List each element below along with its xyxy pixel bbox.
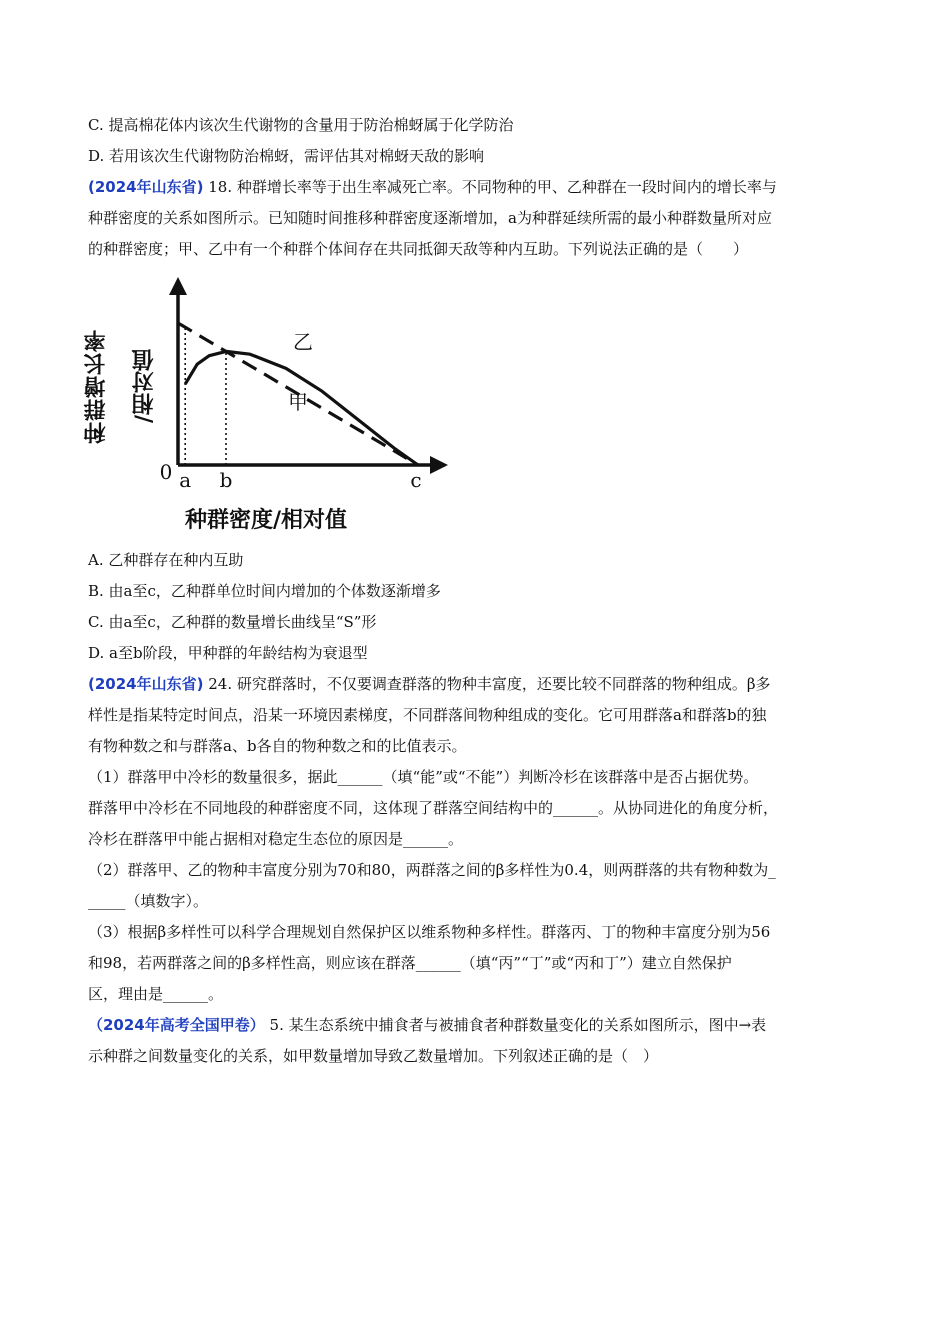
question-24-part-2-line-1: （2）群落甲、乙的物种丰富度分别为70和80，两群落之间的β多样性为0.4，则两群落的共有物种数为_ (88, 861, 776, 879)
x-tick-label-b: b (219, 468, 233, 492)
y-axis-label-1: 种群增长率 (83, 329, 109, 444)
y-axis-arrow (169, 277, 187, 295)
question-5-line-1 (88, 1010, 868, 1041)
question-18-line-1 (88, 172, 868, 203)
question-24-part-3-line-3: 区，理由是______。 (88, 985, 224, 1003)
question-18-option-d: D. a至b阶段，甲种群的年龄结构为衰退型 (88, 644, 368, 662)
origin-label: 0 (159, 460, 173, 484)
question-24-part-1-line-3: 冷杉在群落甲中能占据相对稳定生态位的原因是______。 (88, 830, 464, 848)
series-label-yi: 乙 (293, 330, 313, 354)
question-18-option-b: B. 由a至c，乙种群单位时间内增加的个体数逐渐增多 (88, 582, 441, 600)
question-24-part-1-line-1: （1）群落甲中冷杉的数量很多，据此______（填“能”或“不能”）判断冷杉在该群落中是否占据优势。 (88, 768, 759, 786)
question-24-source-tag: (2024年山东省) (88, 675, 204, 693)
question-24-part-1-line-2: 群落甲中冷杉在不同地段的种群密度不同，这体现了群落空间结构中的______。从协同进化的角度分析， (88, 799, 779, 817)
y-axis-label-2: /相对值 (131, 349, 157, 424)
question-18-text-3: 的种群密度；甲、乙中有一个种群个体间存在共同抵御天敌等种内互助。下列说法正确的是（ ） (88, 240, 749, 258)
question-24-part-3-line-2: 和98，若两群落之间的β多样性高，则应该在群落______（填“丙”“丁”或“丙和丁”）建立自然保护 (88, 954, 732, 972)
question-5-text-1: 5. 某生态系统中捕食者与被捕食者种群数量变化的关系如图所示，图中→表 (269, 1016, 767, 1034)
question-24-text-1: 24. 研究群落时，不仅要调查群落的物种丰富度，还要比较不同群落的物种组成。β多 (208, 675, 771, 693)
x-tick-label-a: a (179, 468, 192, 492)
question-18-option-a: A. 乙种群存在种内互助 (88, 551, 244, 569)
x-axis-arrow (430, 456, 448, 474)
series-label-jia: 甲 (288, 390, 308, 414)
question-24-text-2: 样性是指某特定时间点，沿某一环境因素梯度，不同群落间物种组成的变化。它可用群落a和群落b的独 (88, 706, 767, 724)
question-24-part-2-line-2: _____（填数字）。 (88, 892, 209, 910)
option-d-prev: D. 若用该次生代谢物防治棉蚜，需评估其对棉蚜天敌的影响 (88, 147, 485, 165)
question-5-text-2: 示种群之间数量变化的关系，如甲数量增加导致乙数量增加。下列叙述正确的是（ ） (88, 1047, 659, 1065)
question-18-source-tag: (2024年山东省) (88, 178, 204, 196)
question-18-text-2: 种群密度的关系如图所示。已知随时间推移种群密度逐渐增加，a为种群延续所需的最小种群数量所对应 (88, 209, 772, 227)
option-c-prev: C. 提高棉花体内该次生代谢物的含量用于防治棉蚜属于化学防治 (88, 116, 514, 134)
question-18-text-1: 18. 种群增长率等于出生率减死亡率。不同物种的甲、乙种群在一段时间内的增长率与 (208, 178, 777, 196)
document-page (83, 110, 868, 1072)
question-5-source-tag: （2024年高考全国甲卷） (88, 1016, 265, 1034)
question-18-option-c: C. 由a至c，乙种群的数量增长曲线呈“S”形 (88, 613, 377, 631)
x-axis-label: 种群密度/相对值 (185, 507, 348, 533)
question-24-part-3-line-1: （3）根据β多样性可以科学合理规划自然保护区以维系物种多样性。群落丙、丁的物种丰富度分别为56 (88, 923, 771, 941)
question-24-line-1 (88, 669, 868, 700)
question-24-text-3: 有物种数之和与群落a、b各自的物种数之和的比值表示。 (88, 737, 467, 755)
x-tick-label-c: c (410, 468, 422, 492)
growth-rate-chart (83, 269, 468, 539)
